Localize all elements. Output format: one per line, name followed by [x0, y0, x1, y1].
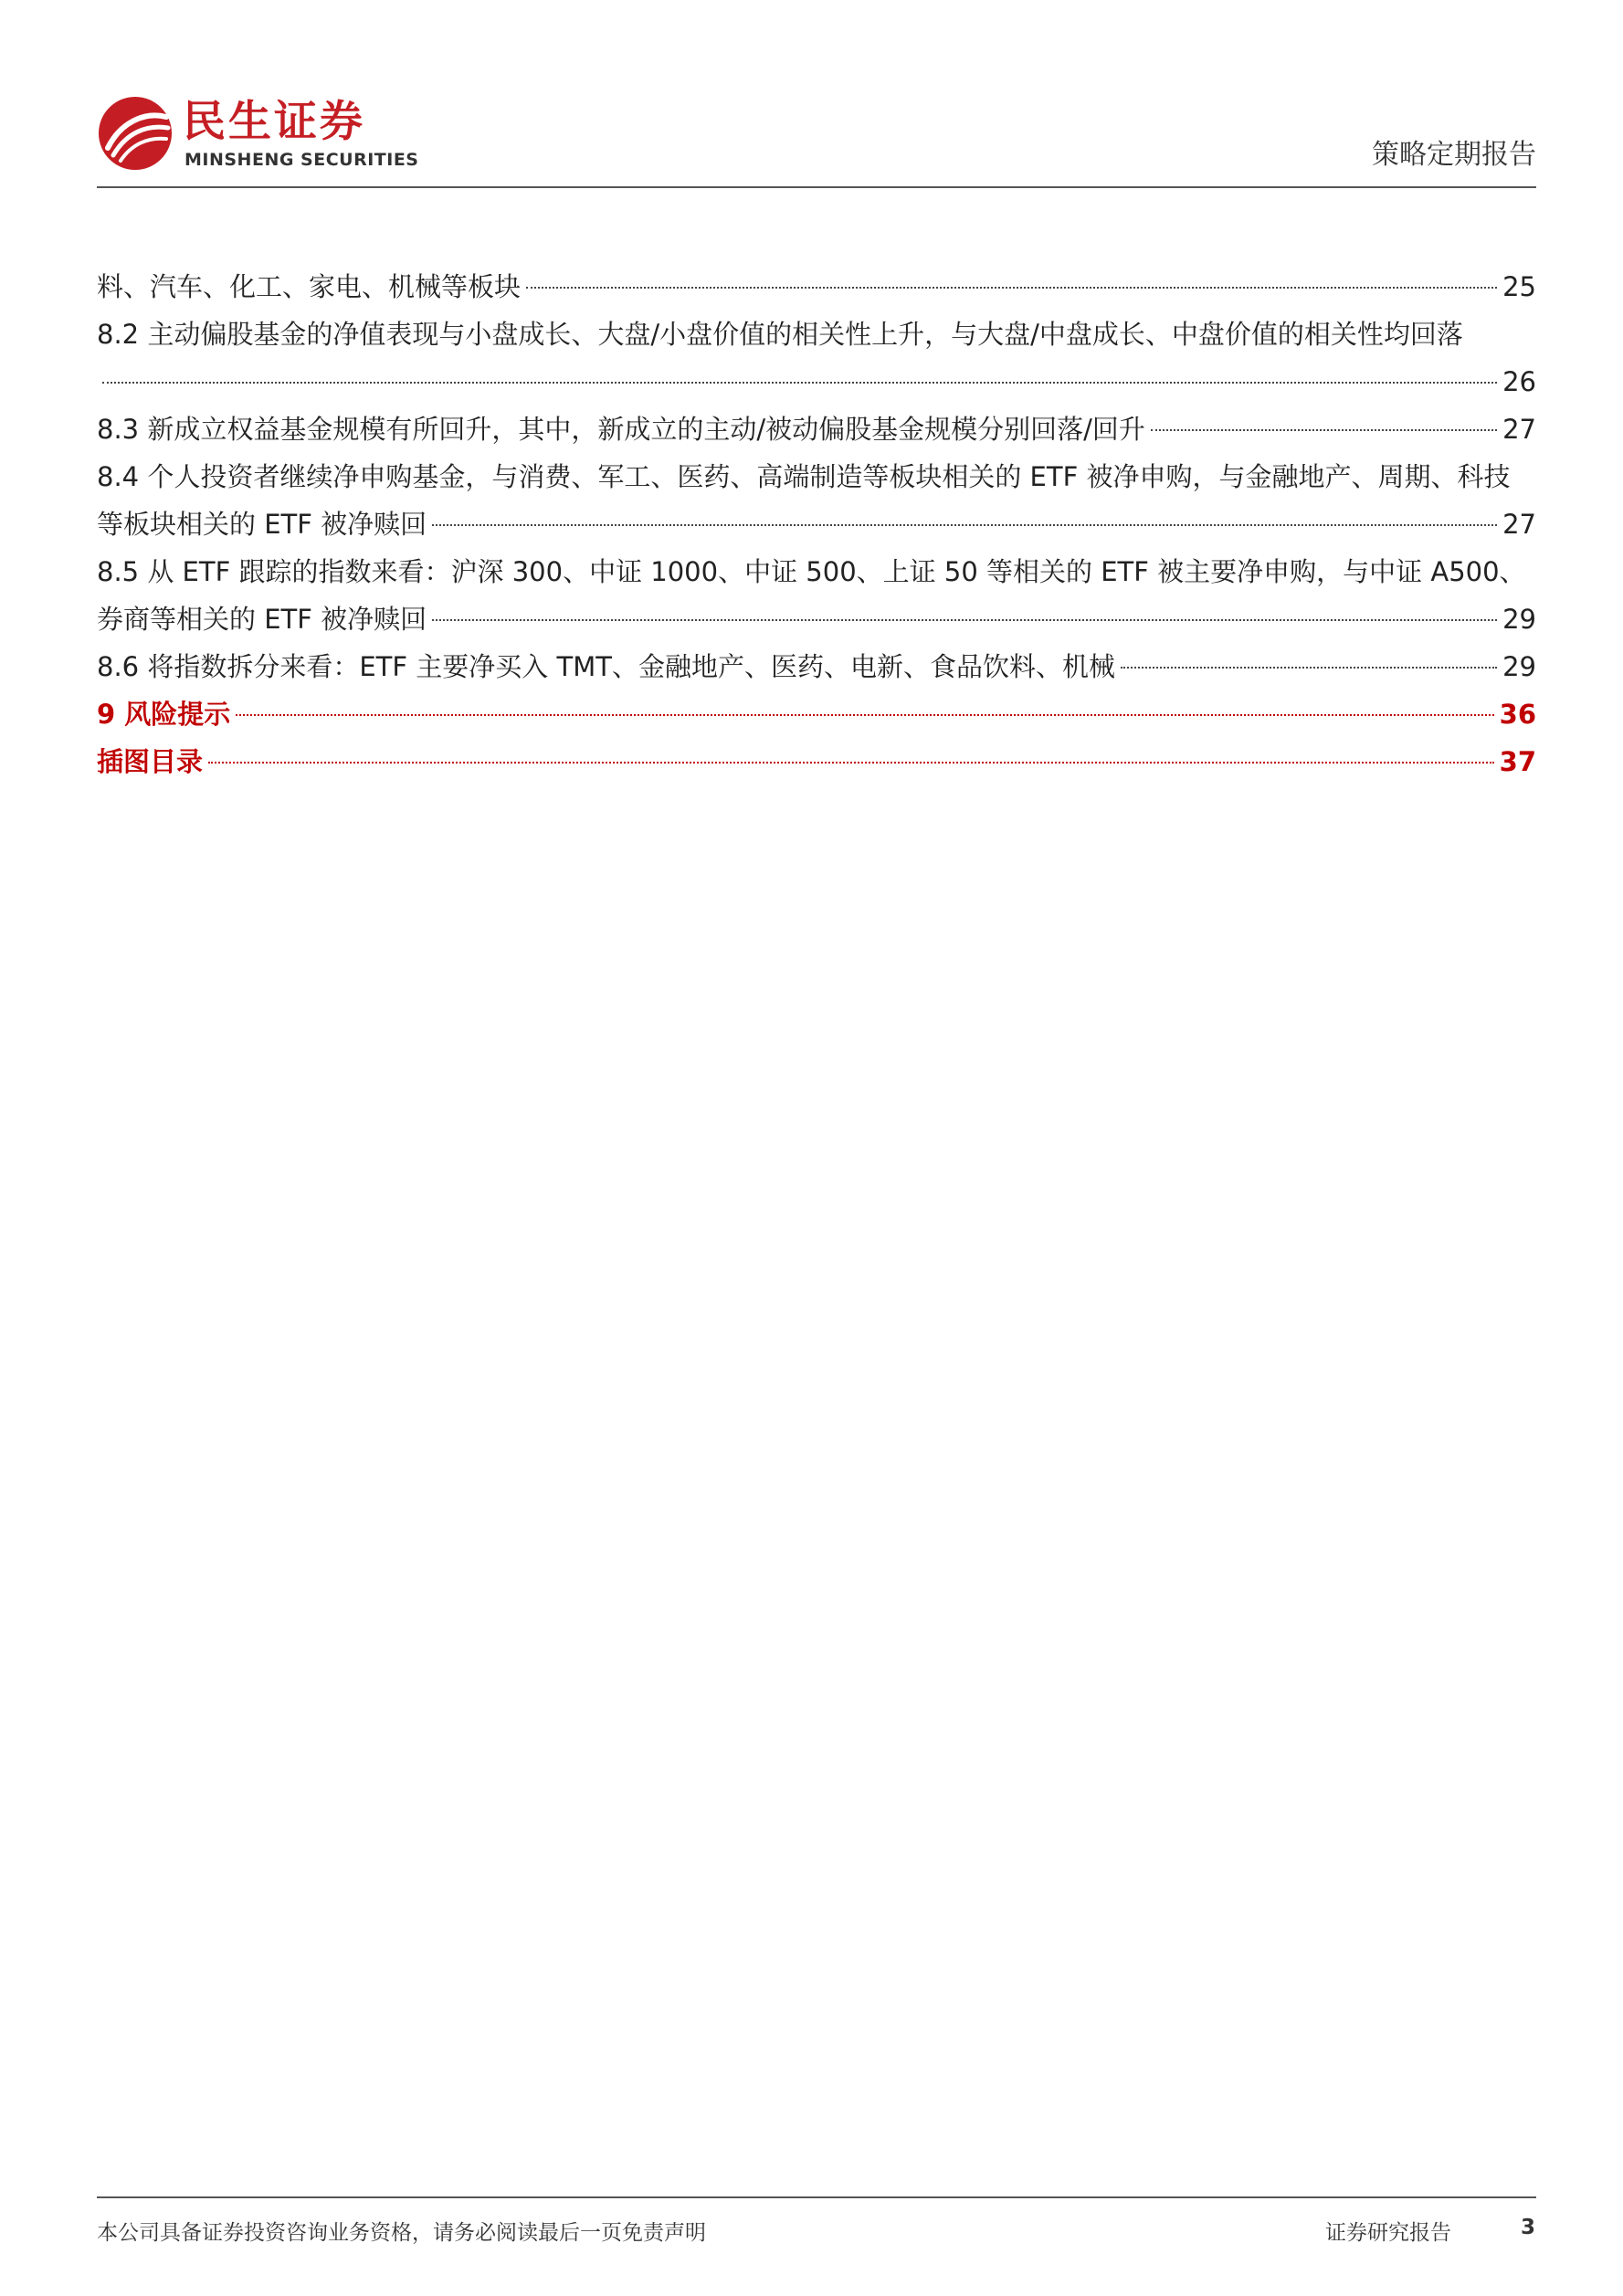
toc-entry-title: 8.2 主动偏股基金的净值表现与小盘成长、大盘/小盘价值的相关性上升，与大盘/中盘成长、中盘价值的相关性均回落 [97, 319, 1463, 350]
toc-dot-leader [1121, 667, 1497, 669]
toc-entry[interactable] [97, 690, 1536, 738]
toc-entry-title: 8.5 从 ETF 跟踪的指数来看：沪深 300、中证 1000、中证 500、上证 50 等相关的 ETF 被主要净申购，与中证 A500、 [97, 556, 1526, 587]
toc-entry[interactable] [97, 500, 1536, 548]
report-type-label: 策略定期报告 [1372, 139, 1536, 171]
toc-entry-page: 37 [1499, 746, 1536, 777]
toc-entry[interactable] [97, 453, 1536, 500]
toc-entry[interactable] [97, 643, 1536, 690]
toc-entry-title: 料、汽车、化工、家电、机械等板块 [97, 271, 522, 302]
toc-entry-title: 插图目录 [97, 746, 204, 777]
toc-entry-page: 26 [1502, 366, 1536, 397]
toc-dot-leader [102, 382, 1497, 384]
toc-entry[interactable] [97, 405, 1536, 453]
footer-disclaimer: 本公司具备证券投资咨询业务资格，请务必阅读最后一页免责声明 [97, 2221, 706, 2245]
toc-dot-leader [432, 524, 1497, 526]
page-header [97, 91, 1536, 188]
header-divider [97, 186, 1536, 188]
toc-entry-page: 27 [1502, 509, 1536, 540]
toc-entry-page: 29 [1502, 651, 1536, 682]
toc-entry[interactable] [97, 358, 1536, 405]
toc-entry-title: 9 风险提示 [97, 699, 231, 730]
toc-entry-page: 29 [1502, 604, 1536, 635]
footer-page-number: 3 [1520, 2216, 1535, 2239]
toc-entry-title: 8.6 将指数拆分来看：ETF 主要净买入 TMT、金融地产、医药、电新、食品饮料、机械 [97, 651, 1115, 682]
logo-english-name: MINSHENG SECURITIES [184, 150, 419, 170]
minsheng-logo [97, 95, 419, 175]
toc-entry-page: 36 [1499, 699, 1536, 730]
toc-dot-leader [1151, 429, 1497, 431]
table-of-contents [97, 263, 1536, 785]
footer-doc-type: 证券研究报告 [1325, 2221, 1451, 2245]
toc-dot-leader [208, 762, 1494, 764]
toc-entry[interactable] [97, 311, 1536, 358]
toc-entry-title: 8.3 新成立权益基金规模有所回升，其中，新成立的主动/被动偏股基金规模分别回落/回升 [97, 414, 1145, 445]
toc-dot-leader [236, 714, 1493, 716]
toc-entry-title: 8.4 个人投资者继续净申购基金，与消费、军工、医药、高端制造等板块相关的 ETF 被净申购，与金融地产、周期、科技 [97, 461, 1511, 492]
toc-entry-page: 27 [1502, 414, 1536, 445]
toc-dot-leader [432, 619, 1497, 621]
toc-entry[interactable] [97, 738, 1536, 785]
toc-entry-page: 25 [1502, 271, 1536, 302]
footer-divider [97, 2196, 1536, 2198]
toc-entry[interactable] [97, 548, 1536, 595]
toc-entry-title: 等板块相关的 ETF 被净赎回 [97, 509, 427, 540]
toc-entry[interactable] [97, 263, 1536, 311]
toc-entry[interactable] [97, 595, 1536, 643]
minsheng-logo-icon [97, 95, 174, 172]
toc-dot-leader [526, 287, 1497, 289]
logo-chinese-name: 民生证券 [183, 97, 365, 147]
toc-entry-title: 券商等相关的 ETF 被净赎回 [97, 604, 427, 635]
